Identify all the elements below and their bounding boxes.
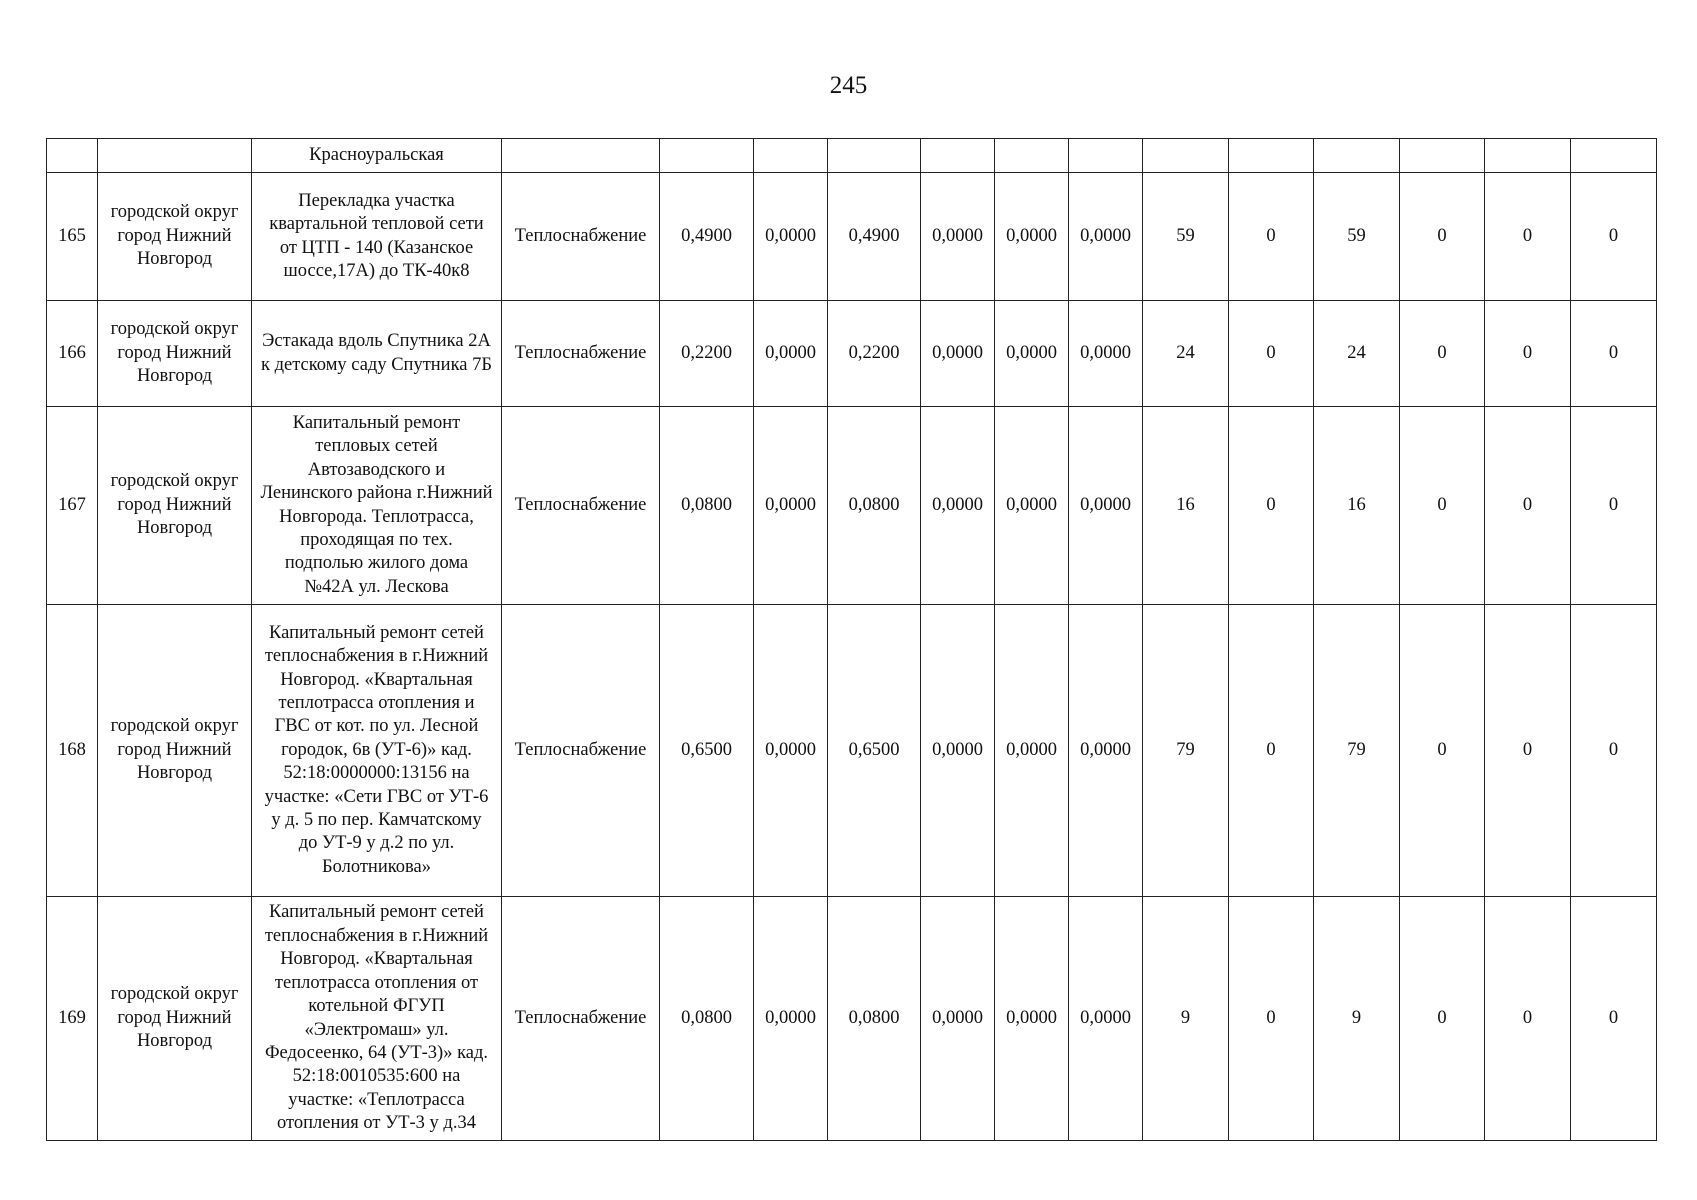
cell-n6: 0 (1571, 301, 1657, 407)
cell-v6: 0,0000 (1069, 605, 1143, 897)
cell-v6: 0,0000 (1069, 173, 1143, 301)
cell-n6: 0 (1571, 897, 1657, 1141)
cell-v3: 0,4900 (828, 173, 921, 301)
data-table (46, 138, 1657, 1141)
cell-n4: 0 (1400, 897, 1485, 1141)
table-row (47, 407, 1657, 605)
cell-area (98, 139, 252, 173)
cell-v2: 0,0000 (754, 173, 828, 301)
cell-v4: 0,0000 (921, 173, 995, 301)
cell-type: Теплоснабжение (502, 605, 660, 897)
cell-n3 (1314, 139, 1400, 173)
cell-n1 (1143, 139, 1229, 173)
cell-n3: 16 (1314, 407, 1400, 605)
cell-n6: 0 (1571, 407, 1657, 605)
cell-n3: 9 (1314, 897, 1400, 1141)
cell-v5: 0,0000 (995, 605, 1069, 897)
cell-area: городской округ город Нижний Новгород (98, 173, 252, 301)
cell-object: Красноуральская (252, 139, 502, 173)
cell-area: городской округ город Нижний Новгород (98, 301, 252, 407)
cell-v4: 0,0000 (921, 605, 995, 897)
cell-type (502, 139, 660, 173)
cell-v5: 0,0000 (995, 897, 1069, 1141)
cell-v5: 0,0000 (995, 173, 1069, 301)
cell-v2 (754, 139, 828, 173)
page-number: 245 (829, 72, 868, 99)
table-row (47, 301, 1657, 407)
cell-n6: 0 (1571, 173, 1657, 301)
cell-n6 (1571, 139, 1657, 173)
table-row (47, 173, 1657, 301)
cell-object: Капитальный ремонт сетей теплоснабжения в г.Нижний Новгород. «Квартальная теплотрасса отопления от котельной ФГУП «Электромаш» ул. Федосеенко, 64 (УТ-3)» кад. 52:18:0010535:600 на участке: «Теплотрасса отопления от УТ-3 у д.34 (252, 897, 502, 1141)
cell-n4: 0 (1400, 605, 1485, 897)
cell-v4: 0,0000 (921, 407, 995, 605)
cell-n2: 0 (1229, 897, 1314, 1141)
cell-n3: 79 (1314, 605, 1400, 897)
cell-n1: 59 (1143, 173, 1229, 301)
cell-object: Капитальный ремонт тепловых сетей Автозаводского и Ленинского района г.Нижний Новгорода. Теплотрасса, проходящая по тех. подполью жилого дома №42А ул. Лескова (252, 407, 502, 605)
cell-n3: 24 (1314, 301, 1400, 407)
cell-n5: 0 (1485, 407, 1571, 605)
cell-object: Капитальный ремонт сетей теплоснабжения в г.Нижний Новгород. «Квартальная теплотрасса отопления и ГВС от кот. по ул. Лесной городок, 6в (УТ-6)» кад. 52:18:0000000:13156 на участке: «Сети ГВС от УТ-6 у д. 5 по пер. Камчатскому до УТ-9 у д.2 по ул. Болотникова» (252, 605, 502, 897)
cell-n5: 0 (1485, 897, 1571, 1141)
cell-v6: 0,0000 (1069, 897, 1143, 1141)
cell-v1: 0,2200 (660, 301, 754, 407)
cell-v1: 0,6500 (660, 605, 754, 897)
cell-v1: 0,0800 (660, 897, 754, 1141)
cell-area: городской округ город Нижний Новгород (98, 407, 252, 605)
cell-num: 167 (47, 407, 98, 605)
cell-v4: 0,0000 (921, 897, 995, 1141)
cell-v5 (995, 139, 1069, 173)
cell-v5: 0,0000 (995, 301, 1069, 407)
table-row-continuation (47, 139, 1657, 173)
table-row (47, 897, 1657, 1141)
cell-v1 (660, 139, 754, 173)
cell-n5: 0 (1485, 173, 1571, 301)
cell-v3: 0,0800 (828, 407, 921, 605)
cell-type: Теплоснабжение (502, 173, 660, 301)
cell-v3: 0,0800 (828, 897, 921, 1141)
cell-v5: 0,0000 (995, 407, 1069, 605)
cell-v2: 0,0000 (754, 897, 828, 1141)
cell-num: 165 (47, 173, 98, 301)
cell-n1: 16 (1143, 407, 1229, 605)
cell-v2: 0,0000 (754, 605, 828, 897)
cell-n5: 0 (1485, 605, 1571, 897)
cell-n2 (1229, 139, 1314, 173)
cell-n5 (1485, 139, 1571, 173)
cell-v1: 0,0800 (660, 407, 754, 605)
table-row (47, 605, 1657, 897)
cell-n1: 24 (1143, 301, 1229, 407)
cell-num: 166 (47, 301, 98, 407)
cell-v6: 0,0000 (1069, 301, 1143, 407)
cell-num: 168 (47, 605, 98, 897)
cell-object: Перекладка участка квартальной тепловой сети от ЦТП - 140 (Казанское шоссе,17А) до ТК-40к8 (252, 173, 502, 301)
cell-area: городской округ город Нижний Новгород (98, 897, 252, 1141)
cell-n2: 0 (1229, 301, 1314, 407)
cell-n2: 0 (1229, 407, 1314, 605)
cell-v6 (1069, 139, 1143, 173)
cell-v2: 0,0000 (754, 301, 828, 407)
cell-object: Эстакада вдоль Спутника 2А к детскому саду Спутника 7Б (252, 301, 502, 407)
cell-n3: 59 (1314, 173, 1400, 301)
cell-v2: 0,0000 (754, 407, 828, 605)
cell-type: Теплоснабжение (502, 301, 660, 407)
cell-n6: 0 (1571, 605, 1657, 897)
cell-n2: 0 (1229, 173, 1314, 301)
cell-n4: 0 (1400, 173, 1485, 301)
cell-n1: 79 (1143, 605, 1229, 897)
cell-num (47, 139, 98, 173)
cell-n4: 0 (1400, 407, 1485, 605)
cell-n5: 0 (1485, 301, 1571, 407)
cell-v1: 0,4900 (660, 173, 754, 301)
cell-n4 (1400, 139, 1485, 173)
cell-n1: 9 (1143, 897, 1229, 1141)
cell-v3 (828, 139, 921, 173)
cell-area: городской округ город Нижний Новгород (98, 605, 252, 897)
cell-v3: 0,6500 (828, 605, 921, 897)
cell-v4: 0,0000 (921, 301, 995, 407)
cell-num: 169 (47, 897, 98, 1141)
cell-type: Теплоснабжение (502, 897, 660, 1141)
cell-v4 (921, 139, 995, 173)
cell-type: Теплоснабжение (502, 407, 660, 605)
cell-v6: 0,0000 (1069, 407, 1143, 605)
cell-n4: 0 (1400, 301, 1485, 407)
cell-v3: 0,2200 (828, 301, 921, 407)
cell-n2: 0 (1229, 605, 1314, 897)
